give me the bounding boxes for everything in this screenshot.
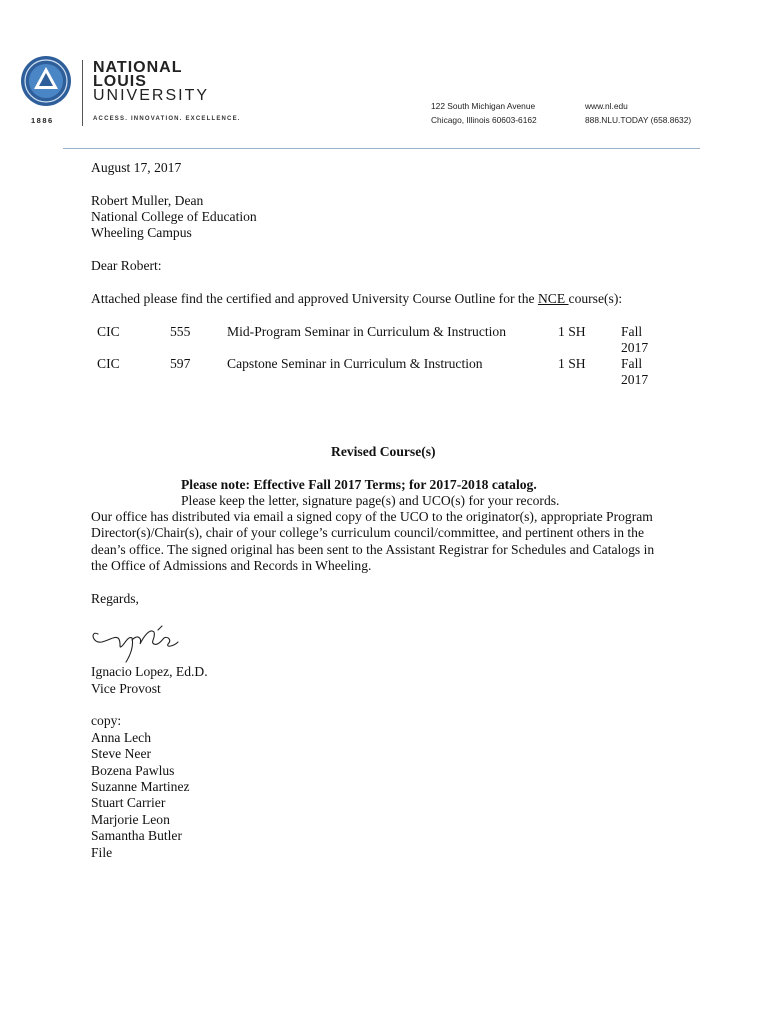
phone-number: 888.NLU.TODAY (658.8632) — [585, 115, 692, 125]
recipient-line: National College of Education — [91, 209, 257, 224]
course-credits: 1 SH — [558, 356, 586, 371]
website-link[interactable]: www.nl.edu — [585, 101, 628, 111]
address-street: 122 South Michigan Avenue — [431, 101, 536, 111]
copy-recipient: Suzanne Martinez — [91, 779, 190, 794]
copy-label: copy: — [91, 713, 122, 728]
university-name-line-3: UNIVERSITY — [93, 87, 210, 104]
copy-recipient: Stuart Carrier — [91, 795, 166, 810]
tagline: ACCESS. INNOVATION. EXCELLENCE. — [93, 116, 241, 122]
course-number: 555 — [170, 324, 191, 339]
paragraph-line: dean’s office. The signed original has been sent to the Assistant Registrar for Schedules and Catalogs in — [91, 542, 655, 557]
intro-sentence — [91, 291, 622, 307]
salutation: Dear Robert: — [91, 258, 162, 273]
address-block — [431, 99, 537, 127]
copy-recipient: File — [91, 845, 113, 860]
address-city: Chicago, Illinois 60603-6162 — [431, 115, 537, 125]
course-term-year: 2017 — [621, 372, 649, 387]
effective-note: Please note: Effective Fall 2017 Terms; for 2017-2018 catalog. — [181, 477, 537, 492]
course-prefix: CIC — [97, 324, 120, 339]
contact-block — [585, 99, 691, 127]
letterhead-rule — [63, 148, 700, 149]
course-term: Fall — [621, 356, 643, 371]
closing: Regards, — [91, 591, 139, 606]
college-code: NCE — [537, 291, 569, 306]
intro-text: Attached please find the certified and approved University Course Outline for the — [91, 291, 538, 306]
course-term: Fall — [621, 324, 643, 339]
records-note: Please keep the letter, signature page(s) and UCO(s) for your records. — [181, 493, 560, 508]
recipient-line: Wheeling Campus — [91, 225, 192, 240]
signer-name: Ignacio Lopez, Ed.D. — [91, 664, 208, 679]
copy-recipient: Anna Lech — [91, 730, 152, 745]
university-name-line-1: NATIONAL — [93, 59, 183, 76]
course-credits: 1 SH — [558, 324, 586, 339]
course-title: Capstone Seminar in Curriculum & Instruction — [227, 356, 483, 371]
course-title: Mid-Program Seminar in Curriculum & Instruction — [227, 324, 507, 339]
university-seal-logo — [20, 55, 72, 107]
university-name-line-2: LOUIS — [93, 73, 147, 90]
founding-year: 1886 — [31, 116, 54, 125]
handwritten-signature — [88, 616, 188, 666]
paragraph-line: Director(s)/Chair(s), chair of your college’s curriculum council/committee, and pertinent others in the — [91, 525, 645, 540]
copy-recipient: Steve Neer — [91, 746, 152, 761]
course-number: 597 — [170, 356, 191, 371]
letter-date: August 17, 2017 — [91, 160, 182, 175]
copy-recipient: Marjorie Leon — [91, 812, 170, 827]
paragraph-line: Our office has distributed via email a signed copy of the UCO to the originator(s), appropriate Program — [91, 509, 653, 524]
course-term-year: 2017 — [621, 340, 649, 355]
copy-recipient: Samantha Butler — [91, 828, 182, 843]
recipient-line: Robert Muller, Dean — [91, 193, 204, 208]
course-prefix: CIC — [97, 356, 120, 371]
paragraph-line: the Office of Admissions and Records in Wheeling. — [91, 558, 372, 573]
signer-title: Vice Provost — [91, 681, 161, 696]
section-heading: Revised Course(s) — [331, 444, 436, 459]
letterhead-divider — [82, 60, 83, 126]
intro-text-end: course(s): — [568, 291, 623, 306]
copy-recipient: Bozena Pawlus — [91, 763, 175, 778]
